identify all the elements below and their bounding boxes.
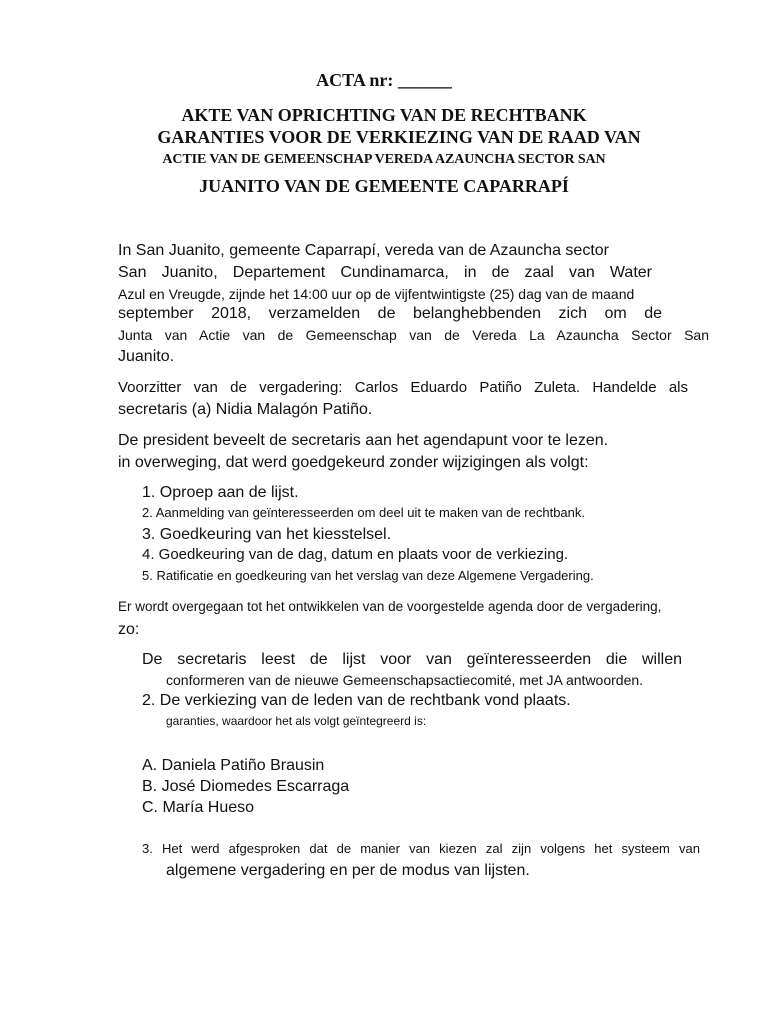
chair-line-2: secretaris (a) Nidia Malagón Patiño. (118, 401, 373, 418)
agenda-item-2: 2. Aanmelding van geïnteresseerden om deel uit te maken van de rechtbank. (142, 505, 586, 520)
proceed-line-1: Er wordt overgegaan tot het ontwikkelen van de voorgestelde agenda door de vergadering, (118, 599, 662, 614)
member-a: A. Daniela Patiño Brausin (142, 757, 325, 774)
intro-line-4: september 2018, verzamelden de belanghebbenden zich om de (118, 305, 662, 322)
intro-line-3: Azul en Vreugde, zijnde het 14:00 uur op de vijfentwintigste (25) dag van de maand (118, 286, 635, 302)
election-line-1: 2. De verkiezing van de leden van de rechtbank vond plaats. (142, 692, 571, 709)
member-c: C. María Hueso (142, 799, 255, 816)
title-line-1: AKTE VAN OPRICHTING VAN DE RECHTBANK (181, 105, 587, 125)
agenda-item-3: 3. Goedkeuring van het kiesstelsel. (142, 526, 392, 543)
secretary-line-2: conformeren van de nieuwe Gemeenschapsactiecomité, met JA antwoorden. (166, 672, 644, 688)
intro-line-5: Junta van Actie van de Gemeenschap van de Vereda La Azauncha Sector San (118, 327, 709, 343)
secretary-line-1: De secretaris leest de lijst voor van geïnteresseerden die willen (142, 651, 682, 668)
title-line-4: JUANITO VAN DE GEMEENTE CAPARRAPÍ (199, 176, 569, 196)
intro-line-1: In San Juanito, gemeente Caparrapí, vereda van de Azauncha sector (118, 242, 609, 259)
agenda-item-4: 4. Goedkeuring van de dag, datum en plaats voor de verkiezing. (142, 546, 569, 563)
president-line-1: De president beveelt de secretaris aan het agendapunt voor te lezen. (118, 432, 609, 449)
agenda-item-1: 1. Oproep aan de lijst. (142, 484, 299, 501)
member-b: B. José Diomedes Escarraga (142, 778, 350, 795)
intro-line-2: San Juanito, Departement Cundinamarca, in de zaal van Water (118, 264, 652, 281)
voting-line-1: 3. Het werd afgesproken dat de manier van kiezen zal zijn volgens het systeem van (142, 841, 700, 856)
election-line-2: garanties, waardoor het als volgt geïntegreerd is: (166, 714, 427, 728)
voting-line-2: algemene vergadering en per de modus van lijsten. (166, 862, 530, 879)
chair-line-1: Voorzitter van de vergadering: Carlos Eduardo Patiño Zuleta. Handelde als (118, 379, 688, 396)
agenda-item-5: 5. Ratificatie en goedkeuring van het verslag van deze Algemene Vergadering. (142, 568, 594, 583)
title-line-2: GARANTIES VOOR DE VERKIEZING VAN DE RAAD VAN (157, 127, 641, 147)
acta-number: ACTA nr: ______ (316, 70, 452, 90)
president-line-2: in overweging, dat werd goedgekeurd zonder wijzigingen als volgt: (118, 454, 589, 471)
title-line-3: ACTIE VAN DE GEMEENSCHAP VEREDA AZAUNCHA SECTOR SAN (162, 152, 606, 167)
proceed-line-2: zo: (118, 621, 140, 638)
intro-line-6: Juanito. (118, 348, 175, 365)
